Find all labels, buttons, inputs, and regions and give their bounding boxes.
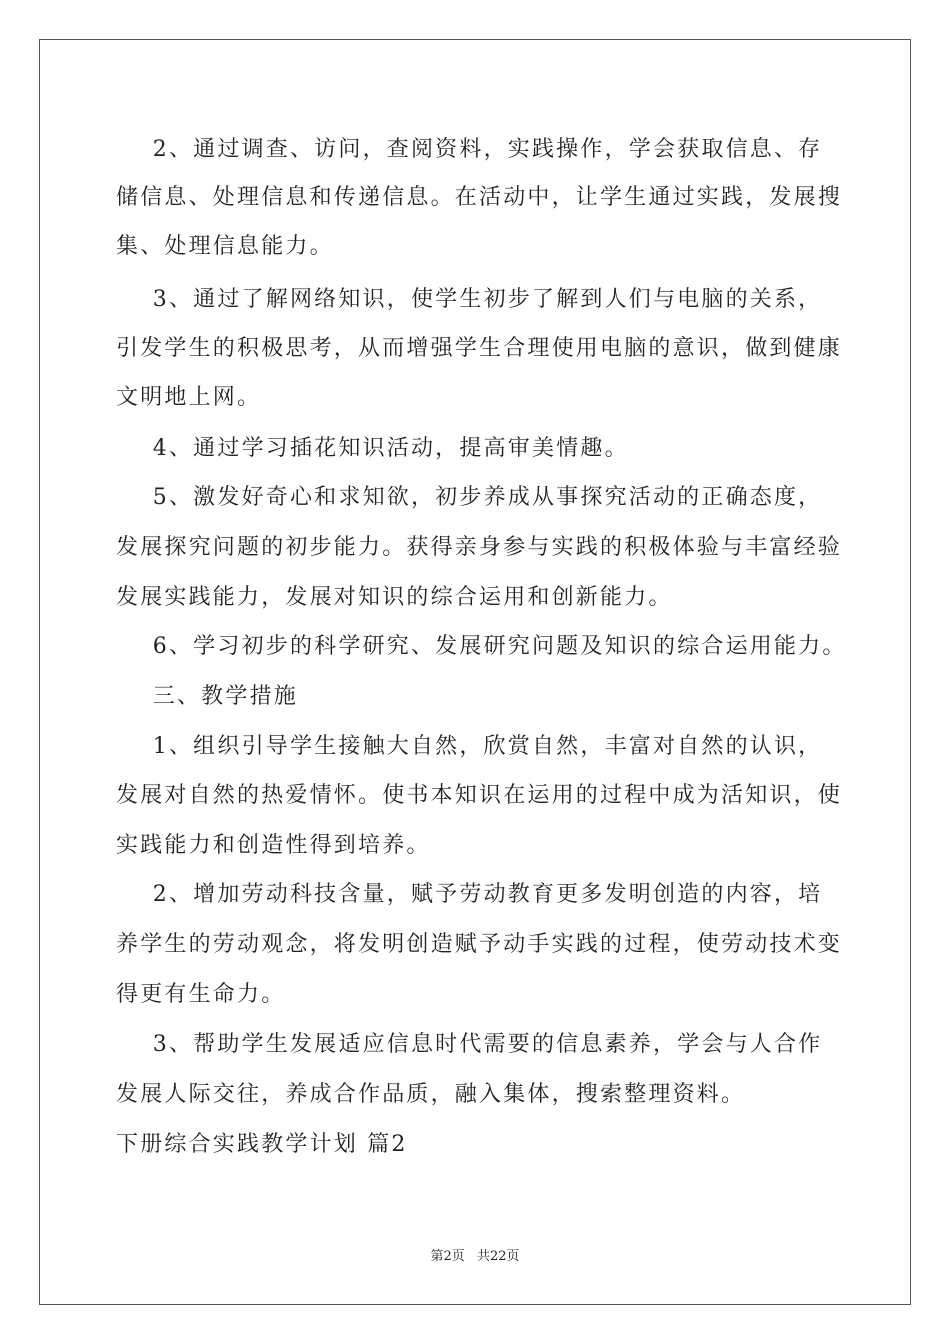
- text-line: 发展对自然的热爱情怀。使书本知识在运用的过程中成为活知识，使: [116, 783, 843, 808]
- page-border: [39, 39, 911, 1305]
- section-heading: 三、教学措施: [116, 684, 298, 709]
- text-line: 养学生的劳动观念，将发明创造赋予动手实践的过程，使劳动技术变: [116, 932, 843, 957]
- text-line: 发展探究问题的初步能力。获得亲身参与实践的积极体验与丰富经验: [116, 535, 843, 560]
- text-line: 储信息、处理信息和传递信息。在活动中，让学生通过实践，发展搜: [116, 185, 843, 210]
- text-line: 集、处理信息能力。: [116, 234, 334, 259]
- text-line: 4、通过学习插花知识活动，提高审美情趣。: [116, 436, 629, 461]
- text-line: 发展实践能力，发展对知识的综合运用和创新能力。: [116, 585, 673, 610]
- text-line: 实践能力和创造性得到培养。: [116, 833, 431, 858]
- text-line: 3、通过了解网络知识，使学生初步了解到人们与电脑的关系，: [116, 287, 823, 312]
- text-line: 发展人际交往，养成合作品质，融入集体，搜索整理资料。: [116, 1082, 746, 1107]
- page-total: 共22页: [476, 1249, 520, 1264]
- text-line: 6、学习初步的科学研究、发展研究问题及知识的综合运用能力。: [116, 634, 847, 659]
- text-line: 2、通过调查、访问，查阅资料，实践操作，学会获取信息、存: [116, 137, 823, 162]
- page-number: 第2页: [430, 1249, 465, 1264]
- text-line: 5、激发好奇心和求知欲，初步养成从事探究活动的正确态度，: [116, 485, 823, 510]
- text-line: 引发学生的积极思考，从而增强学生合理使用电脑的意识，做到健康: [116, 336, 843, 361]
- text-line: 3、帮助学生发展适应信息时代需要的信息素养，学会与人合作: [116, 1032, 823, 1057]
- document-title: 下册综合实践教学计划 篇2: [116, 1132, 408, 1157]
- text-line: 文明地上网。: [116, 385, 262, 410]
- text-line: 得更有生命力。: [116, 982, 286, 1007]
- text-line: 1、组织引导学生接触大自然，欣赏自然，丰富对自然的认识，: [116, 734, 823, 759]
- page-footer: [0, 1245, 950, 1264]
- text-line: 2、增加劳动科技含量，赋予劳动教育更多发明创造的内容，培: [116, 882, 823, 907]
